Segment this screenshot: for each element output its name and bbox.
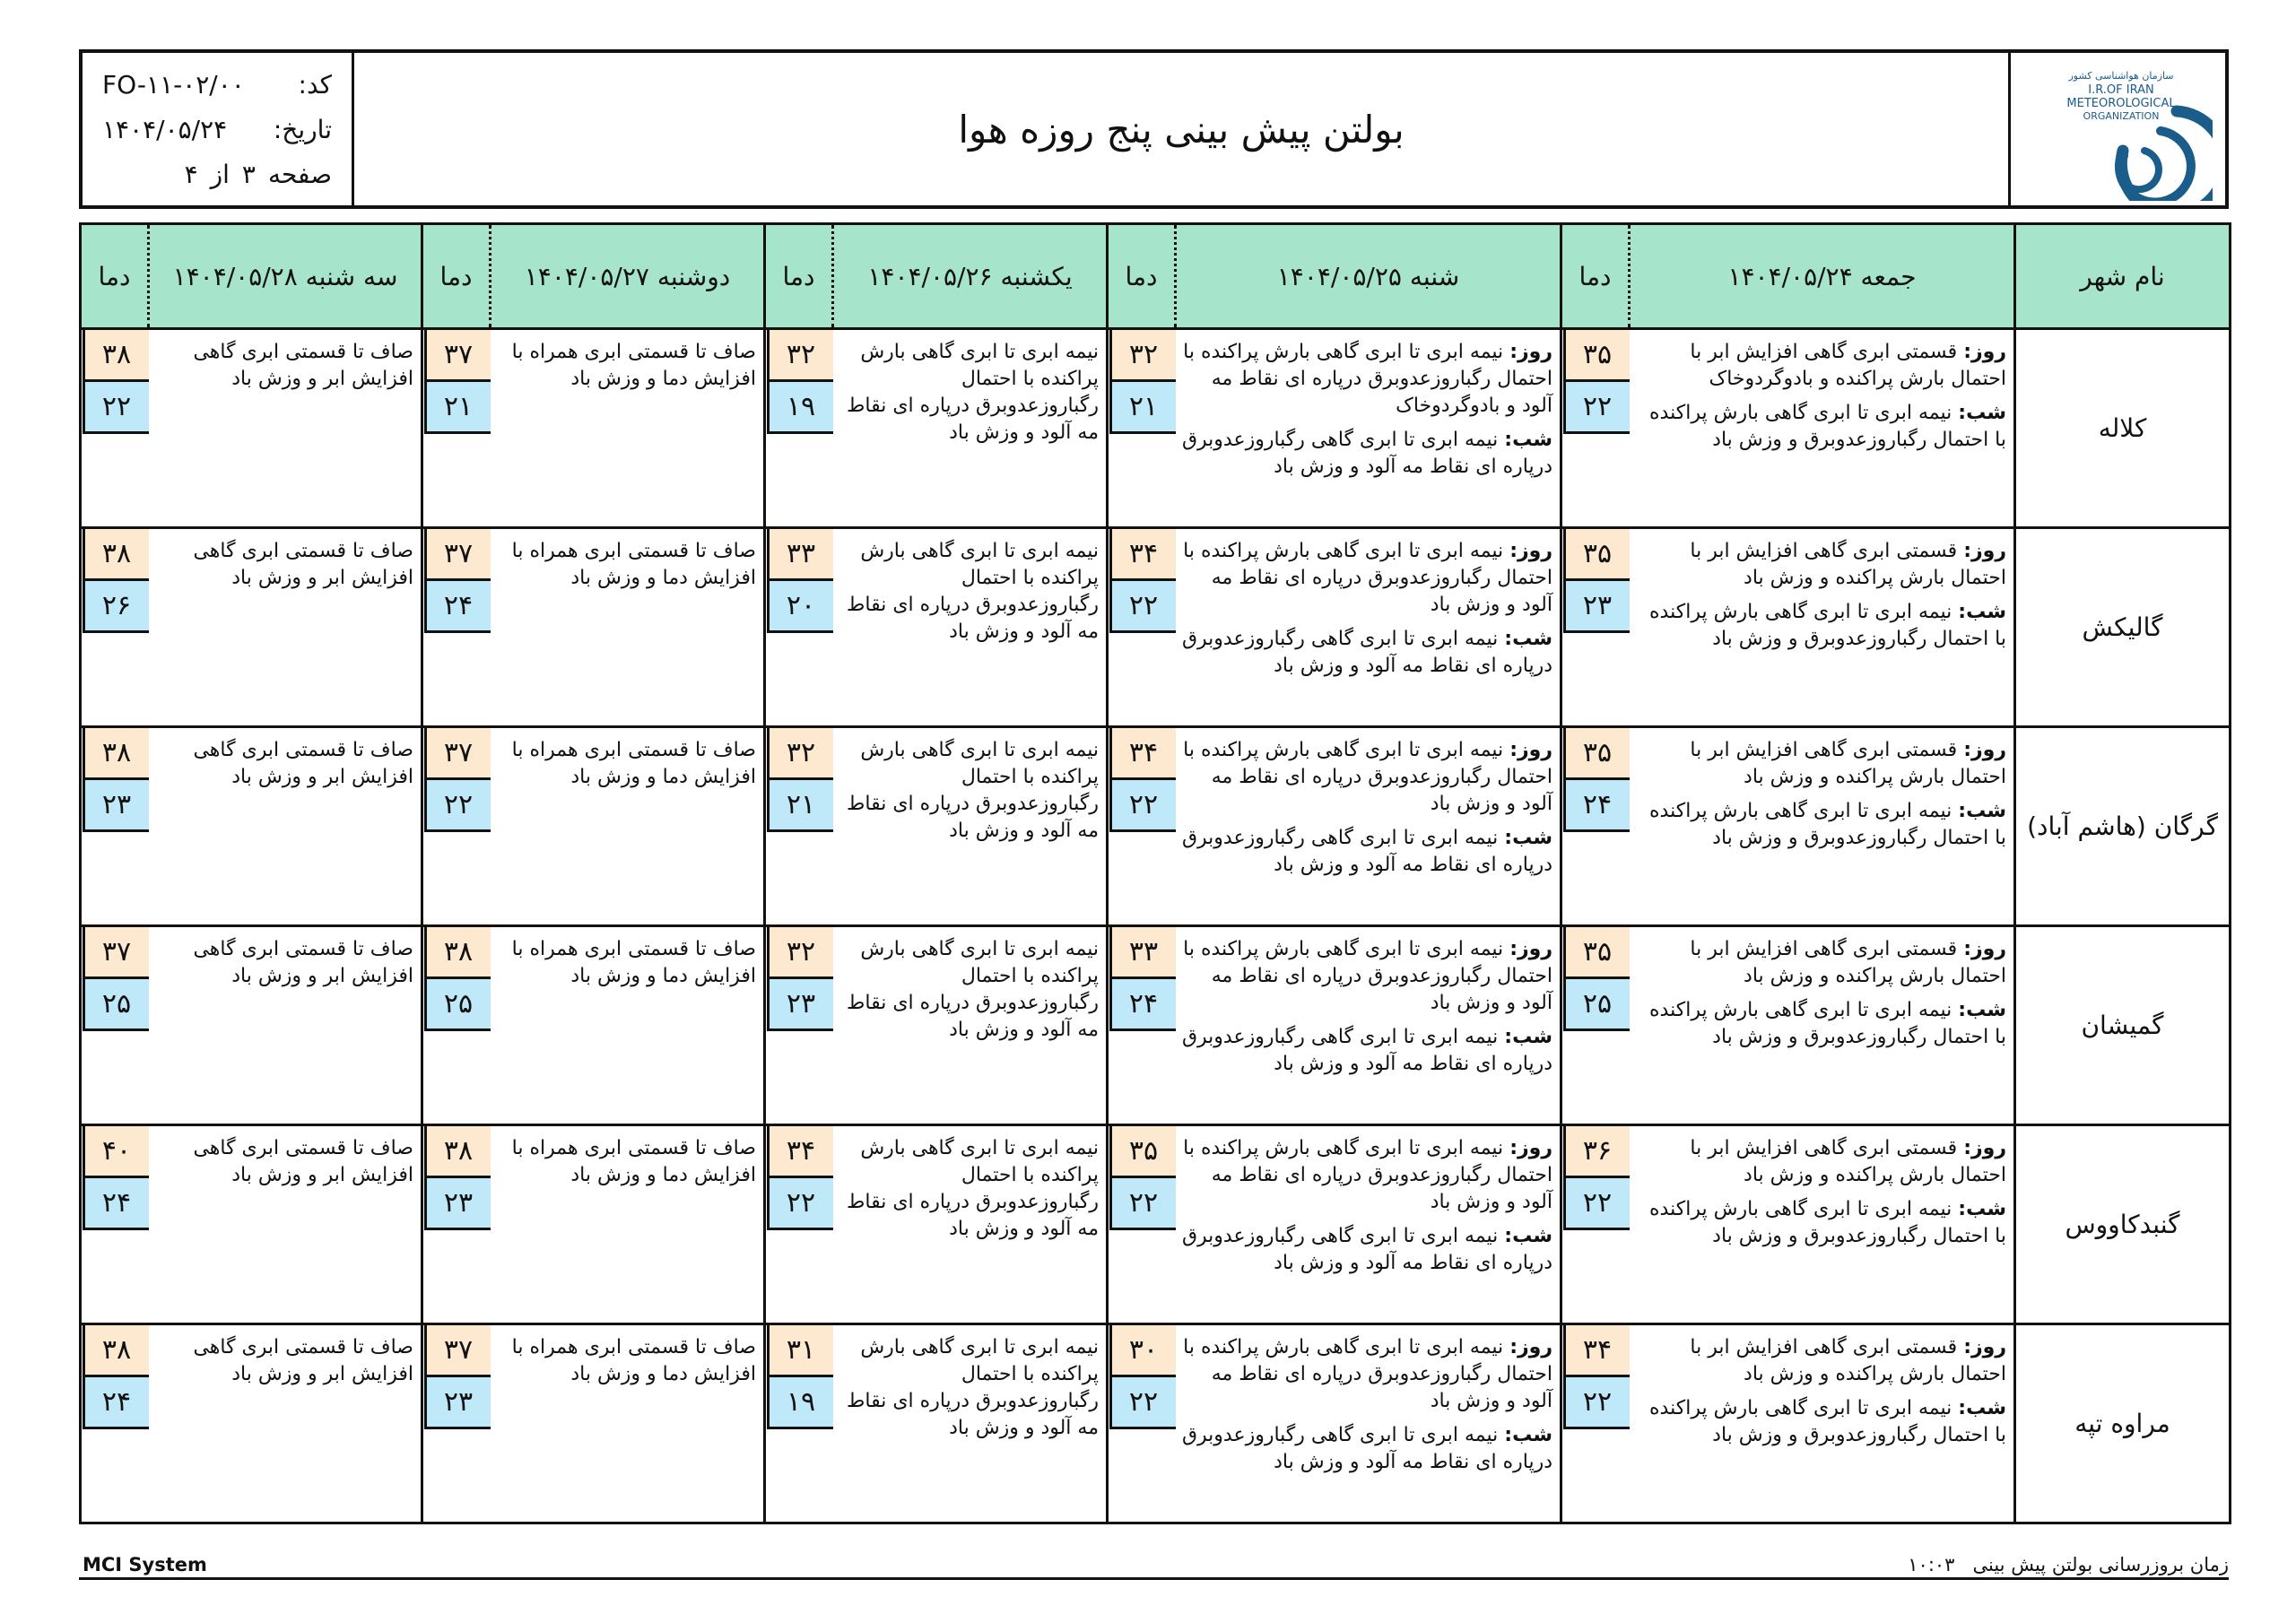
day-label: روز: <box>1963 341 2006 363</box>
city-row <box>81 727 2231 926</box>
min-temp: ۲۲ <box>83 382 149 434</box>
temperature-cell <box>81 528 149 727</box>
night-forecast <box>1179 427 1553 481</box>
temperature-cell <box>765 1125 833 1324</box>
max-temp: ۳۴ <box>1109 529 1176 581</box>
forecast-description <box>149 926 422 1125</box>
day-forecast <box>1633 936 2007 990</box>
city-name: کلاله <box>2015 329 2231 528</box>
min-temp: ۲۳ <box>1563 581 1630 633</box>
temperature-cell <box>81 1125 149 1324</box>
day-forecast <box>1633 1334 2007 1388</box>
forecast-description <box>1176 926 1561 1125</box>
logo-org-en-2: METEOROLOGICAL <box>2066 97 2176 110</box>
day-forecast <box>1179 737 1553 818</box>
forecast-description <box>1630 329 2015 528</box>
footer-system-name: MCI System <box>83 1554 207 1575</box>
forecast-description <box>833 329 1108 528</box>
min-temp: ۱۹ <box>767 382 833 434</box>
forecast-description <box>491 528 765 727</box>
min-temp: ۲۳ <box>767 979 833 1031</box>
max-temp: ۳۳ <box>1109 927 1176 979</box>
night-text: نیمه ابری تا ابری گاهی بارش پراکنده با احتمال رگباروزعدوبرق و وزش باد <box>1649 601 2006 650</box>
min-temp: ۲۴ <box>83 1377 149 1429</box>
min-temp: ۲۲ <box>1563 382 1630 434</box>
day-forecast <box>1179 339 1553 420</box>
min-temp: ۲۱ <box>767 780 833 832</box>
min-temp: ۲۲ <box>1109 581 1176 633</box>
min-temp: ۱۹ <box>767 1377 833 1429</box>
day-text: قسمتی ابری گاهی افزایش ابر با احتمال بارش پراکنده و وزش باد <box>1690 739 2006 788</box>
max-temp: ۳۲ <box>1109 330 1176 382</box>
forecast-text: صاف تا قسمتی ابری همراه با افزایش دما و وزش باد <box>511 540 756 589</box>
temperature-cell <box>81 329 149 528</box>
max-temp: ۳۵ <box>1563 728 1630 780</box>
night-text: نیمه ابری تا ابری گاهی بارش پراکنده با احتمال رگباروزعدوبرق و وزش باد <box>1649 402 2006 451</box>
city-name: گرگان (هاشم آباد) <box>2015 727 2231 926</box>
temperature-cell <box>422 1125 491 1324</box>
min-temp: ۲۳ <box>424 1178 491 1230</box>
date-row <box>102 115 332 144</box>
temperature-cell <box>765 926 833 1125</box>
footer <box>79 1554 2229 1580</box>
night-forecast <box>1179 626 1553 680</box>
forecast-text: نیمه ابری تا ابری گاهی بارش پراکنده با احتمال رگباروزعدوبرق درپاره ای نقاط مه آلود و وزش باد <box>847 1336 1099 1439</box>
min-temp: ۲۲ <box>1563 1377 1630 1429</box>
night-label: شب: <box>1504 1424 1552 1446</box>
forecast-description <box>149 1324 422 1523</box>
forecast-body <box>81 329 2231 1523</box>
min-temp: ۲۲ <box>424 780 491 832</box>
day-label: روز: <box>1509 540 1552 562</box>
temperature-cell <box>1561 926 1630 1125</box>
min-temp: ۲۱ <box>424 382 491 434</box>
date-label: تاریخ: <box>273 114 332 144</box>
temperature-cell <box>81 926 149 1125</box>
max-temp: ۳۶ <box>1563 1126 1630 1178</box>
day-forecast <box>1179 1135 1553 1216</box>
day-text: نیمه ابری تا ابری گاهی بارش پراکنده با احتمال رگباروزعدوبرق درپاره ای نقاط مه آلود و وزش باد <box>1183 1336 1552 1412</box>
night-forecast <box>1633 1196 2007 1250</box>
forecast-text: صاف تا قسمتی ابری همراه با افزایش دما و وزش باد <box>511 938 756 987</box>
city-row <box>81 926 2231 1125</box>
day-label: روز: <box>1509 1336 1552 1358</box>
temperature-cell <box>765 528 833 727</box>
min-temp: ۲۶ <box>83 581 149 633</box>
day-forecast <box>1633 737 2007 791</box>
forecast-text: صاف تا قسمتی ابری گاهی افزایش ابر و وزش باد <box>193 1336 413 1385</box>
forecast-text: صاف تا قسمتی ابری گاهی افزایش ابر و وزش باد <box>193 938 413 987</box>
forecast-description <box>1630 528 2015 727</box>
forecast-description <box>149 329 422 528</box>
max-temp: ۳۵ <box>1109 1126 1176 1178</box>
forecast-description <box>1176 727 1561 926</box>
night-label: شب: <box>1958 402 2006 424</box>
forecast-table <box>79 222 2231 1524</box>
night-forecast <box>1633 599 2007 653</box>
temperature-cell <box>422 727 491 926</box>
page-row <box>102 160 332 189</box>
temp-header: دما <box>1561 224 1630 329</box>
forecast-description <box>491 1324 765 1523</box>
footer-update-info <box>1908 1554 2229 1575</box>
temperature-cell <box>422 926 491 1125</box>
night-text: نیمه ابری تا ابری گاهی رگباروزعدوبرق درپاره ای نقاط مه آلود و وزش باد <box>1181 1026 1552 1075</box>
city-row <box>81 329 2231 528</box>
temperature-cell <box>422 528 491 727</box>
temperature-cell <box>765 727 833 926</box>
forecast-description <box>1176 329 1561 528</box>
max-temp: ۳۲ <box>767 330 833 382</box>
forecast-description <box>1176 1324 1561 1523</box>
max-temp: ۳۱ <box>767 1325 833 1377</box>
night-text: نیمه ابری تا ابری گاهی رگباروزعدوبرق درپاره ای نقاط مه آلود و وزش باد <box>1181 628 1552 677</box>
min-temp: ۲۲ <box>1109 780 1176 832</box>
max-temp: ۳۴ <box>767 1126 833 1178</box>
day-text: قسمتی ابری گاهی افزایش ابر با احتمال بارش پراکنده و وزش باد <box>1690 540 2006 589</box>
logo-org-fa: سازمان هواشناسی کشور <box>2067 70 2174 82</box>
min-temp: ۲۲ <box>767 1178 833 1230</box>
forecast-description <box>833 1125 1108 1324</box>
night-label: شب: <box>1504 628 1552 650</box>
city-name: گالیکش <box>2015 528 2231 727</box>
night-forecast <box>1179 825 1553 879</box>
city-name: مراوه تپه <box>2015 1324 2231 1523</box>
day-label: روز: <box>1509 341 1552 363</box>
logo-org-en-1: I.R.OF IRAN <box>2087 83 2154 97</box>
forecast-description <box>1176 528 1561 727</box>
min-temp: ۲۴ <box>1563 780 1630 832</box>
day-label: روز: <box>1963 938 2006 960</box>
max-temp: ۳۸ <box>83 1325 149 1377</box>
max-temp: ۴۰ <box>83 1126 149 1178</box>
city-row <box>81 528 2231 727</box>
temp-header: دما <box>422 224 491 329</box>
min-temp: ۲۳ <box>83 780 149 832</box>
forecast-description <box>1630 1324 2015 1523</box>
max-temp: ۳۷ <box>424 1325 491 1377</box>
night-forecast <box>1633 997 2007 1051</box>
bulletin-title: بولتن پیش بینی پنج روزه هوا <box>958 107 1405 152</box>
min-temp: ۲۴ <box>424 581 491 633</box>
code-label: کد: <box>298 69 332 100</box>
min-temp: ۲۰ <box>767 581 833 633</box>
min-temp: ۲۵ <box>83 979 149 1031</box>
forecast-text: صاف تا قسمتی ابری همراه با افزایش دما و وزش باد <box>511 341 756 390</box>
max-temp: ۳۴ <box>1109 728 1176 780</box>
temperature-cell <box>81 1324 149 1523</box>
max-temp: ۳۵ <box>1563 529 1630 581</box>
page-total: ۴ <box>184 159 198 189</box>
forecast-text: صاف تا قسمتی ابری گاهی افزایش ابر و وزش باد <box>193 341 413 390</box>
page-label: صفحه <box>267 159 332 189</box>
city-column-header: نام شهر <box>2015 224 2231 329</box>
max-temp: ۳۷ <box>424 728 491 780</box>
forecast-description <box>149 528 422 727</box>
forecast-text: صاف تا قسمتی ابری گاهی افزایش ابر و وزش باد <box>193 739 413 788</box>
forecast-description <box>1630 926 2015 1125</box>
max-temp: ۳۵ <box>1563 927 1630 979</box>
day-forecast <box>1633 538 2007 592</box>
day-forecast <box>1179 538 1553 619</box>
city-row <box>81 1324 2231 1523</box>
min-temp: ۲۱ <box>1109 382 1176 434</box>
forecast-text: صاف تا قسمتی ابری گاهی افزایش ابر و وزش باد <box>193 540 413 589</box>
logo-cell <box>2008 53 2225 205</box>
forecast-description <box>833 727 1108 926</box>
temperature-cell <box>422 1324 491 1523</box>
temp-header: دما <box>81 224 149 329</box>
forecast-text: نیمه ابری تا ابری گاهی بارش پراکنده با احتمال رگباروزعدوبرق درپاره ای نقاط مه آلود و وزش باد <box>847 1137 1099 1240</box>
temperature-cell <box>765 1324 833 1523</box>
temperature-cell <box>1561 1324 1630 1523</box>
page-of: از <box>210 159 230 189</box>
max-temp: ۳۵ <box>1563 330 1630 382</box>
forecast-description <box>833 528 1108 727</box>
forecast-text: صاف تا قسمتی ابری گاهی افزایش ابر و وزش باد <box>193 1137 413 1186</box>
night-text: نیمه ابری تا ابری گاهی رگباروزعدوبرق درپاره ای نقاط مه آلود و وزش باد <box>1181 429 1552 478</box>
day-forecast <box>1633 339 2007 393</box>
temperature-cell <box>1561 727 1630 926</box>
city-name: گمیشان <box>2015 926 2231 1125</box>
min-temp: ۲۵ <box>424 979 491 1031</box>
document-meta <box>83 53 354 205</box>
temperature-cell <box>1108 329 1176 528</box>
night-label: شب: <box>1504 1026 1552 1048</box>
temperature-cell <box>1108 1125 1176 1324</box>
night-label: شب: <box>1958 1198 2006 1220</box>
forecast-description <box>833 1324 1108 1523</box>
max-temp: ۳۸ <box>83 529 149 581</box>
temperature-cell <box>422 329 491 528</box>
day-header: یکشنبه ۱۴۰۴/۰۵/۲۶ <box>833 224 1108 329</box>
day-text: نیمه ابری تا ابری گاهی بارش پراکنده با احتمال رگباروزعدوبرق درپاره ای نقاط مه آلود و بادوگردوخاک <box>1183 341 1552 417</box>
night-label: شب: <box>1504 1225 1552 1247</box>
forecast-text: صاف تا قسمتی ابری همراه با افزایش دما و وزش باد <box>511 1336 756 1385</box>
day-text: نیمه ابری تا ابری گاهی بارش پراکنده با احتمال رگباروزعدوبرق درپاره ای نقاط مه آلود و وزش باد <box>1183 540 1552 616</box>
night-text: نیمه ابری تا ابری گاهی بارش پراکنده با احتمال رگباروزعدوبرق و وزش باد <box>1649 1397 2006 1446</box>
night-forecast <box>1179 1024 1553 1078</box>
day-forecast <box>1179 936 1553 1017</box>
night-text: نیمه ابری تا ابری گاهی بارش پراکنده با احتمال رگباروزعدوبرق و وزش باد <box>1649 1198 2006 1247</box>
night-label: شب: <box>1958 1397 2006 1419</box>
forecast-text: نیمه ابری تا ابری گاهی بارش پراکنده با احتمال رگباروزعدوبرق درپاره ای نقاط مه آلود و وزش باد <box>847 341 1099 444</box>
max-temp: ۳۸ <box>424 1126 491 1178</box>
min-temp: ۲۵ <box>1563 979 1630 1031</box>
day-label: روز: <box>1509 739 1552 761</box>
night-text: نیمه ابری تا ابری گاهی بارش پراکنده با احتمال رگباروزعدوبرق و وزش باد <box>1649 800 2006 849</box>
night-forecast <box>1633 798 2007 852</box>
max-temp: ۳۳ <box>767 529 833 581</box>
bulletin-header <box>79 49 2229 209</box>
forecast-text: نیمه ابری تا ابری گاهی بارش پراکنده با احتمال رگباروزعدوبرق درپاره ای نقاط مه آلود و وزش باد <box>847 938 1099 1041</box>
forecast-description <box>833 926 1108 1125</box>
max-temp: ۳۷ <box>424 330 491 382</box>
night-label: شب: <box>1958 800 2006 822</box>
forecast-text: نیمه ابری تا ابری گاهی بارش پراکنده با احتمال رگباروزعدوبرق درپاره ای نقاط مه آلود و وزش باد <box>847 739 1099 842</box>
night-label: شب: <box>1958 999 2006 1021</box>
forecast-description <box>1630 1125 2015 1324</box>
min-temp: ۲۲ <box>1563 1178 1630 1230</box>
code-row <box>102 70 332 100</box>
day-header: جمعه ۱۴۰۴/۰۵/۲۴ <box>1630 224 2015 329</box>
forecast-text: صاف تا قسمتی ابری همراه با افزایش دما و وزش باد <box>511 1137 756 1186</box>
footer-update-time: ۱۰:۰۳ <box>1908 1554 1955 1575</box>
min-temp: ۲۴ <box>83 1178 149 1230</box>
day-header: شنبه ۱۴۰۴/۰۵/۲۵ <box>1176 224 1561 329</box>
day-text: نیمه ابری تا ابری گاهی بارش پراکنده با احتمال رگباروزعدوبرق درپاره ای نقاط مه آلود و وزش باد <box>1183 938 1552 1014</box>
min-temp: ۲۳ <box>424 1377 491 1429</box>
night-text: نیمه ابری تا ابری گاهی بارش پراکنده با احتمال رگباروزعدوبرق و وزش باد <box>1649 999 2006 1048</box>
city-name: گنبدکاووس <box>2015 1125 2231 1324</box>
forecast-description <box>149 1125 422 1324</box>
night-label: شب: <box>1504 827 1552 849</box>
temp-header: دما <box>1108 224 1176 329</box>
night-forecast <box>1179 1422 1553 1476</box>
forecast-description <box>491 1125 765 1324</box>
night-label: شب: <box>1504 429 1552 451</box>
temperature-cell <box>1561 528 1630 727</box>
max-temp: ۳۸ <box>424 927 491 979</box>
meteorological-organization-logo <box>2024 57 2213 201</box>
night-forecast <box>1633 1395 2007 1449</box>
night-text: نیمه ابری تا ابری گاهی رگباروزعدوبرق درپاره ای نقاط مه آلود و وزش باد <box>1181 1424 1552 1473</box>
forecast-description <box>491 329 765 528</box>
code-value: FO-۱۱-۰۲/۰۰ <box>102 69 245 100</box>
day-header: سه شنبه ۱۴۰۴/۰۵/۲۸ <box>149 224 422 329</box>
day-forecast <box>1179 1334 1553 1415</box>
day-label: روز: <box>1509 938 1552 960</box>
page-current: ۳ <box>241 159 256 189</box>
day-label: روز: <box>1963 1137 2006 1159</box>
day-label: روز: <box>1963 739 2006 761</box>
max-temp: ۳۰ <box>1109 1325 1176 1377</box>
max-temp: ۳۲ <box>767 927 833 979</box>
night-forecast <box>1179 1223 1553 1277</box>
max-temp: ۳۷ <box>424 529 491 581</box>
temperature-cell <box>1108 1324 1176 1523</box>
max-temp: ۳۷ <box>83 927 149 979</box>
max-temp: ۳۸ <box>83 728 149 780</box>
temperature-cell <box>1561 1125 1630 1324</box>
night-label: شب: <box>1958 601 2006 623</box>
forecast-text: صاف تا قسمتی ابری همراه با افزایش دما و وزش باد <box>511 739 756 788</box>
day-text: نیمه ابری تا ابری گاهی بارش پراکنده با احتمال رگباروزعدوبرق درپاره ای نقاط مه آلود و وزش باد <box>1183 1137 1552 1213</box>
max-temp: ۳۸ <box>83 330 149 382</box>
temperature-cell <box>1108 926 1176 1125</box>
max-temp: ۳۲ <box>767 728 833 780</box>
day-text: قسمتی ابری گاهی افزایش ابر با احتمال بارش پراکنده و وزش باد <box>1690 938 2006 987</box>
temperature-cell <box>1108 528 1176 727</box>
temp-header: دما <box>765 224 833 329</box>
day-label: روز: <box>1963 1336 2006 1358</box>
day-label: روز: <box>1509 1137 1552 1159</box>
forecast-description <box>491 926 765 1125</box>
forecast-description <box>1630 727 2015 926</box>
day-text: نیمه ابری تا ابری گاهی بارش پراکنده با احتمال رگباروزعدوبرق درپاره ای نقاط مه آلود و وزش باد <box>1183 739 1552 815</box>
forecast-text: نیمه ابری تا ابری گاهی بارش پراکنده با احتمال رگباروزعدوبرق درپاره ای نقاط مه آلود و وزش باد <box>847 540 1099 643</box>
day-text: قسمتی ابری گاهی افزایش ابر با احتمال بارش پراکنده و وزش باد <box>1690 1336 2006 1385</box>
day-text: قسمتی ابری گاهی افزایش ابر با احتمال بارش پراکنده و بادوگردوخاک <box>1690 341 2006 390</box>
forecast-description <box>149 727 422 926</box>
night-text: نیمه ابری تا ابری گاهی رگباروزعدوبرق درپاره ای نقاط مه آلود و وزش باد <box>1181 1225 1552 1274</box>
max-temp: ۳۴ <box>1563 1325 1630 1377</box>
temperature-cell <box>81 727 149 926</box>
temperature-cell <box>1108 727 1176 926</box>
night-text: نیمه ابری تا ابری گاهی رگباروزعدوبرق درپاره ای نقاط مه آلود و وزش باد <box>1181 827 1552 876</box>
forecast-description <box>491 727 765 926</box>
logo-org-en-3: ORGANIZATION <box>2083 110 2159 122</box>
city-row <box>81 1125 2231 1324</box>
day-text: قسمتی ابری گاهی افزایش ابر با احتمال بارش پراکنده و وزش باد <box>1690 1137 2006 1186</box>
temperature-cell <box>765 329 833 528</box>
forecast-description <box>1176 1125 1561 1324</box>
min-temp: ۲۲ <box>1109 1178 1176 1230</box>
day-label: روز: <box>1963 540 2006 562</box>
footer-update-label: زمان بروزرسانی بولتن پیش بینی <box>1972 1554 2229 1575</box>
min-temp: ۲۴ <box>1109 979 1176 1031</box>
date-value: ۱۴۰۴/۰۵/۲۴ <box>102 114 228 144</box>
day-header: دوشنبه ۱۴۰۴/۰۵/۲۷ <box>491 224 765 329</box>
header-row <box>81 224 2231 329</box>
night-forecast <box>1633 400 2007 454</box>
logo-spiral-icon <box>2118 111 2212 201</box>
temperature-cell <box>1561 329 1630 528</box>
min-temp: ۲۲ <box>1109 1377 1176 1429</box>
day-forecast <box>1633 1135 2007 1189</box>
